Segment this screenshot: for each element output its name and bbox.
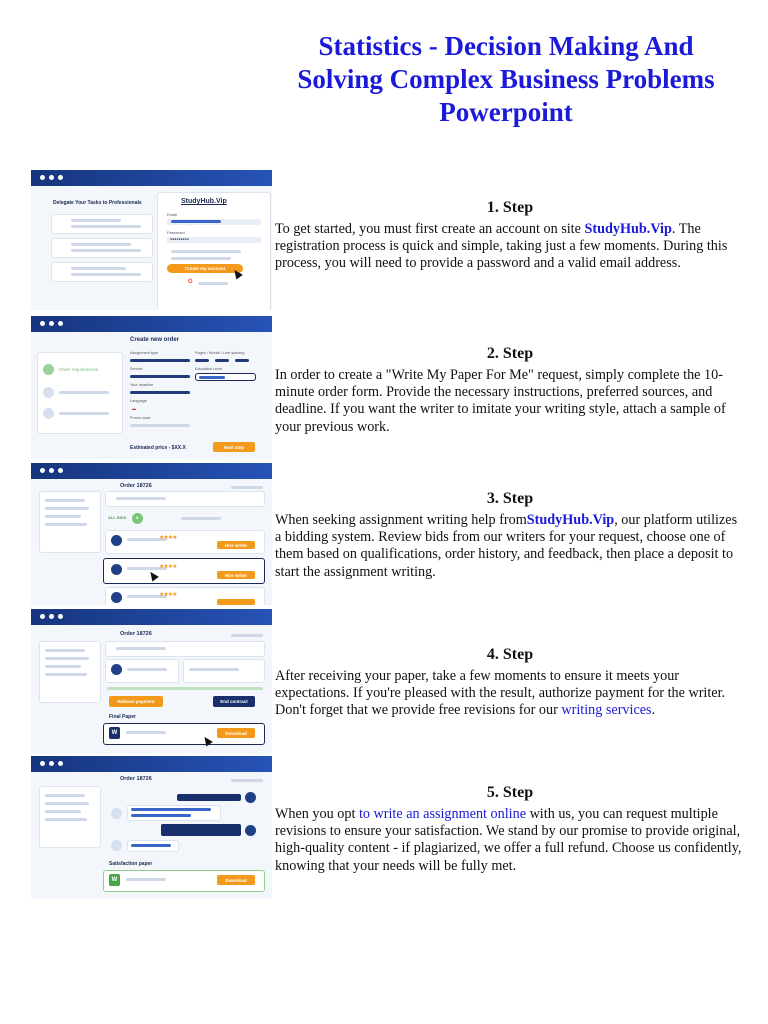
step1-screenshot	[31, 170, 272, 310]
mock-card	[51, 238, 153, 258]
step4-screenshot	[31, 609, 272, 754]
mock-field	[130, 424, 190, 427]
window-dots-icon	[40, 761, 63, 766]
step3-screenshot	[31, 463, 272, 605]
write-assignment-link[interactable]: to write an assignment online	[358, 806, 527, 822]
step5-text-part: When you opt	[275, 806, 359, 822]
step1-text-part: To get started, you must first create an account on site	[275, 221, 585, 237]
mock-line	[71, 249, 141, 252]
step4-text	[275, 646, 745, 720]
mock-hire-button	[217, 599, 255, 605]
step4-text-part: After receiving your paper, take a few moments to ensure it meets your expectations. If you're pleased with the result, authorize payment for the writer. Don't forget that we provide free revisions for our	[275, 668, 726, 719]
mock-line	[45, 818, 87, 821]
writer-avatar-icon	[111, 592, 122, 603]
mock-line	[116, 647, 166, 650]
mock-user-avatar	[111, 808, 122, 819]
step2-text	[275, 345, 745, 436]
writer-avatar-icon	[111, 664, 122, 675]
mock-password-label: Password	[167, 230, 185, 235]
mock-line	[126, 878, 166, 881]
mock-field	[130, 391, 190, 394]
word-file-icon: W	[109, 874, 120, 886]
mock-line	[71, 219, 121, 222]
mock-line	[71, 243, 131, 246]
mock-line	[171, 257, 231, 260]
step3-text-part: When seeking assignment writing help from	[275, 512, 527, 528]
writing-services-link[interactable]: writing services	[561, 702, 652, 719]
mock-line	[45, 810, 81, 813]
mock-line	[171, 250, 241, 253]
writer-avatar-icon	[245, 792, 256, 803]
mock-line	[45, 523, 87, 526]
mock-create-account-button: Create my account	[167, 264, 243, 273]
mock-field	[130, 375, 190, 378]
step5-screenshot	[31, 756, 272, 899]
browser-bar	[31, 463, 272, 479]
step3-text-part: , our platform utilizes a bidding system. Review bids from our writers for your request, choose one of them based on qualifications, order history, and feedback, then place a deposit to start the assignment writing.	[275, 512, 738, 580]
mock-line	[116, 497, 166, 500]
mock-label: Service	[130, 367, 143, 371]
browser-bar	[31, 756, 272, 772]
mock-field	[199, 376, 225, 379]
mock-line	[59, 391, 109, 394]
mock-line	[45, 515, 81, 518]
window-dots-icon	[40, 468, 63, 473]
step5-text-part: with us, you can request multiple revisions to ensure your satisfaction. We stand by our promise to provide original, high-quality content - if plagiarized, we offer a full refund. Choose us confidently, knowing that your needs will be fully met.	[275, 806, 742, 874]
mock-line	[231, 486, 263, 489]
mock-line	[131, 808, 211, 811]
step2-heading: 2. Step	[486, 345, 534, 362]
mock-user-avatar	[111, 840, 122, 851]
mock-step-dot	[43, 364, 54, 375]
mock-field	[130, 359, 190, 362]
mock-line	[71, 267, 126, 270]
mock-line	[171, 220, 221, 223]
mock-line	[45, 673, 87, 676]
mock-line	[45, 499, 85, 502]
flag-icon: ▬	[132, 406, 136, 411]
mock-form-title: Create new order	[130, 337, 180, 343]
mock-order-title: Order 18726	[120, 776, 152, 782]
mock-nav-item: Order requirements	[59, 367, 99, 372]
mock-progress	[107, 687, 263, 690]
mock-line	[231, 634, 263, 637]
step4-heading: 4. Step	[486, 646, 534, 663]
writer-avatar-icon	[245, 825, 256, 836]
writer-avatar-icon	[111, 535, 122, 546]
mock-final-paper-label: Final Paper	[109, 714, 136, 720]
mock-line	[189, 668, 239, 671]
mock-password-dots: ●●●●●●●●●	[170, 237, 190, 241]
studyhub-link[interactable]: StudyHub.Vip	[584, 221, 672, 237]
mock-card	[51, 262, 153, 282]
step1-heading: 1. Step	[486, 199, 534, 216]
mock-next-button: Next step	[213, 442, 255, 452]
mock-field	[235, 359, 249, 362]
mock-label: Assignment type	[130, 351, 159, 355]
mock-download-button: Download	[217, 728, 255, 738]
browser-bar	[31, 609, 272, 625]
mock-line	[198, 282, 228, 285]
mock-card	[51, 214, 153, 234]
step3-text	[275, 490, 745, 581]
mock-satisfaction-label: Satisfaction paper	[109, 861, 153, 867]
mock-step-dot	[43, 387, 54, 398]
mock-line	[71, 273, 141, 276]
mock-field	[195, 359, 209, 362]
mock-line	[231, 779, 263, 782]
mock-bids-label: ALL BIDS	[108, 515, 127, 520]
mock-line	[131, 844, 171, 847]
mock-line	[127, 668, 167, 671]
mock-end-contract-button: End contract	[213, 696, 255, 707]
google-icon: G	[188, 279, 193, 285]
mock-line	[45, 665, 81, 668]
mock-line	[181, 517, 221, 520]
mock-line	[45, 657, 89, 660]
step2-body: In order to create a "Write My Paper For Me" request, simply complete the 10-minute order form. Provide the necessary instructions, preferred sources, and deadline. If you want the writer to imitate your writing style, attach a sample of your previous work.	[275, 367, 726, 435]
writer-avatar-icon	[111, 564, 122, 575]
studyhub-link[interactable]: StudyHub.Vip	[526, 512, 615, 528]
step1-text	[275, 199, 745, 273]
mock-line	[45, 507, 89, 510]
mock-label: Education Level	[195, 367, 223, 371]
mock-line	[45, 794, 85, 797]
rating-stars-icon: ★★★★	[159, 534, 177, 541]
mock-step-dot	[43, 408, 54, 419]
mock-estimate: Estimated price - $XX.X	[130, 445, 186, 451]
step2-screenshot	[31, 316, 272, 459]
step4-text-part: .	[651, 702, 656, 719]
window-dots-icon	[40, 175, 63, 180]
mock-email-label: Email	[167, 212, 178, 217]
word-file-icon: W	[109, 727, 120, 739]
mock-line	[131, 814, 191, 817]
mock-line	[45, 802, 89, 805]
rating-stars-icon: ★★★★	[159, 591, 177, 598]
mock-chat-bubble	[177, 794, 241, 801]
mock-bids-count: 9	[136, 515, 139, 520]
browser-bar	[31, 316, 272, 332]
mock-field	[215, 359, 229, 362]
mock-line	[45, 649, 85, 652]
mock-order-title: Order 18726	[120, 483, 152, 489]
step1-text-part: . The registration process is quick and simple, taking just a few moments. During this process, you will need to provide a password and a valid email address.	[275, 221, 728, 272]
mock-brand: StudyHub.Vip	[181, 198, 227, 205]
mock-hire-button: Hire writer	[217, 541, 255, 549]
mock-order-title: Order 18726	[120, 631, 152, 637]
mock-label: Language	[130, 399, 147, 403]
mock-line	[126, 731, 166, 734]
browser-bar	[31, 170, 272, 186]
mock-hire-button: Hire writer	[217, 571, 255, 579]
mock-line	[71, 225, 141, 228]
mock-release-payment-button: Release payment	[109, 696, 163, 707]
step5-text	[275, 784, 745, 875]
step3-heading: 3. Step	[486, 490, 534, 507]
page-title: Statistics - Decision Making And Solving Complex Business Problems Powerpoint	[297, 31, 715, 127]
mock-left-title: Delegate Your Tasks to Professionals	[53, 200, 142, 206]
mock-label: Pages / Words / Line spacing	[195, 351, 245, 355]
step5-heading: 5. Step	[486, 784, 534, 801]
mock-label: Your deadline	[130, 383, 154, 387]
mock-info-card	[183, 659, 265, 683]
window-dots-icon	[40, 614, 63, 619]
rating-stars-icon: ★★★★	[159, 563, 177, 570]
mock-download-button: Download	[217, 875, 255, 885]
mock-line	[59, 412, 109, 415]
mock-label: Promo code	[130, 416, 151, 420]
window-dots-icon	[40, 321, 63, 326]
mock-chat-bubble	[161, 824, 241, 836]
